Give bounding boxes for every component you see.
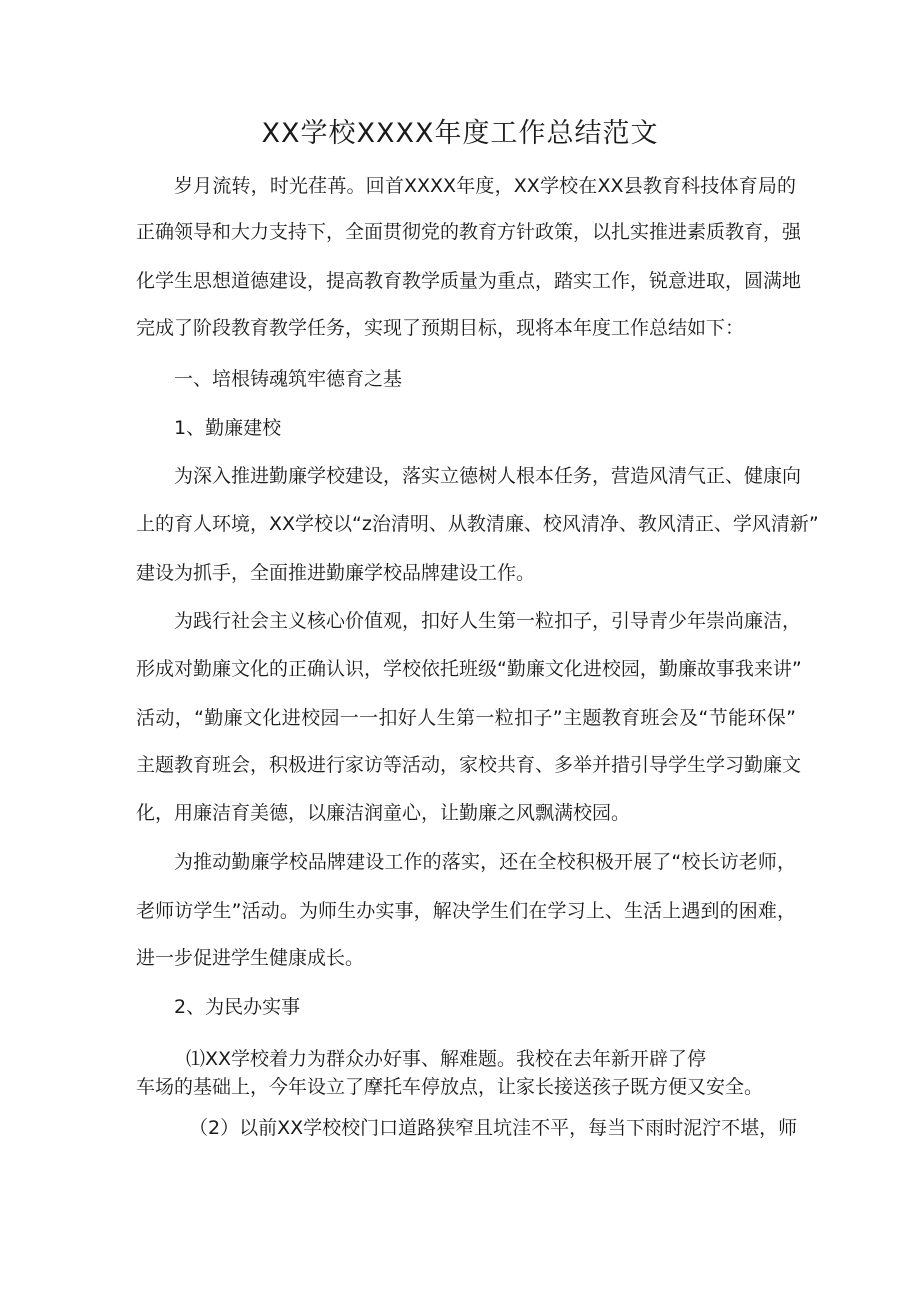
paragraph-line: 上的育人环境，XX学校以“z治清明、从教清廉、校风清净、教风清正、学风清新” — [136, 513, 819, 535]
paragraph-line: 车场的基础上，今年设立了摩托车停放点，让家长接送孩子既方便又安全。 — [136, 1076, 764, 1098]
paragraph-line: ⑴XX学校着力为群众办好事、解难题。我校在去年新开辟了停 — [186, 1048, 707, 1070]
paragraph-line: 岁月流转，时光荏苒。回首XXXX年度，XX学校在XX县教育科技体育局的 — [174, 175, 796, 197]
document-title: XX学校XXXX年度工作总结范文 — [261, 118, 659, 149]
paragraph-line: 进一步促进学生健康成长。 — [136, 947, 365, 969]
paragraph-line: 为深入推进勤廉学校建设，落实立德树人根本任务，营造风清气正、健康向 — [174, 465, 802, 487]
paragraph-line: （2）以前XX学校校门口道路狭窄且坑洼不平，每当下雨时泥泞不堪，师 — [189, 1117, 798, 1139]
paragraph-line: 活动，“勤廉文化进校园一一扣好人生第一粒扣子”主题教育班会及“节能环保” — [136, 707, 796, 729]
subsection-heading: 1、勤廉建校 — [174, 417, 282, 439]
paragraph-line: 为推动勤廉学校品牌建设工作的落实，还在全校积极开展了“校长访老师， — [174, 851, 796, 873]
paragraph-line: 化，用廉洁育美德，以廉洁润童心，让勤廉之风飘满校园。 — [136, 802, 631, 824]
paragraph-line: 为践行社会主义核心价值观，扣好人生第一粒扣子，引导青少年崇尚廉洁， — [174, 610, 802, 632]
paragraph-line: 形成对勤廉文化的正确认识，学校依托班级“勤廉文化进校园，勤廉故事我来讲” — [136, 658, 802, 680]
section-heading: 一、培根铸魂筑牢德育之基 — [174, 368, 403, 390]
paragraph-line: 完成了阶段教育教学任务，实现了预期目标，现将本年度工作总结如下： — [136, 317, 745, 339]
subsection-heading: 2、为民办实事 — [174, 996, 301, 1018]
paragraph-line: 正确领导和大力支持下，全面贯彻党的教育方针政策，以扎实推进素质教育，强 — [136, 221, 802, 243]
paragraph-line: 建设为抓手，全面推进勤廉学校品牌建设工作。 — [136, 562, 536, 584]
paragraph-line: 主题教育班会，积极进行家访等活动，家校共育、多举并措引导学生学习勤廉文 — [136, 754, 802, 776]
paragraph-line: 老师访学生”活动。为师生办实事，解决学生们在学习上、生活上遇到的困难， — [136, 900, 796, 922]
paragraph-line: 化学生思想道德建设，提高教育教学质量为重点，踏实工作，锐意进取，圆满地 — [136, 270, 802, 292]
